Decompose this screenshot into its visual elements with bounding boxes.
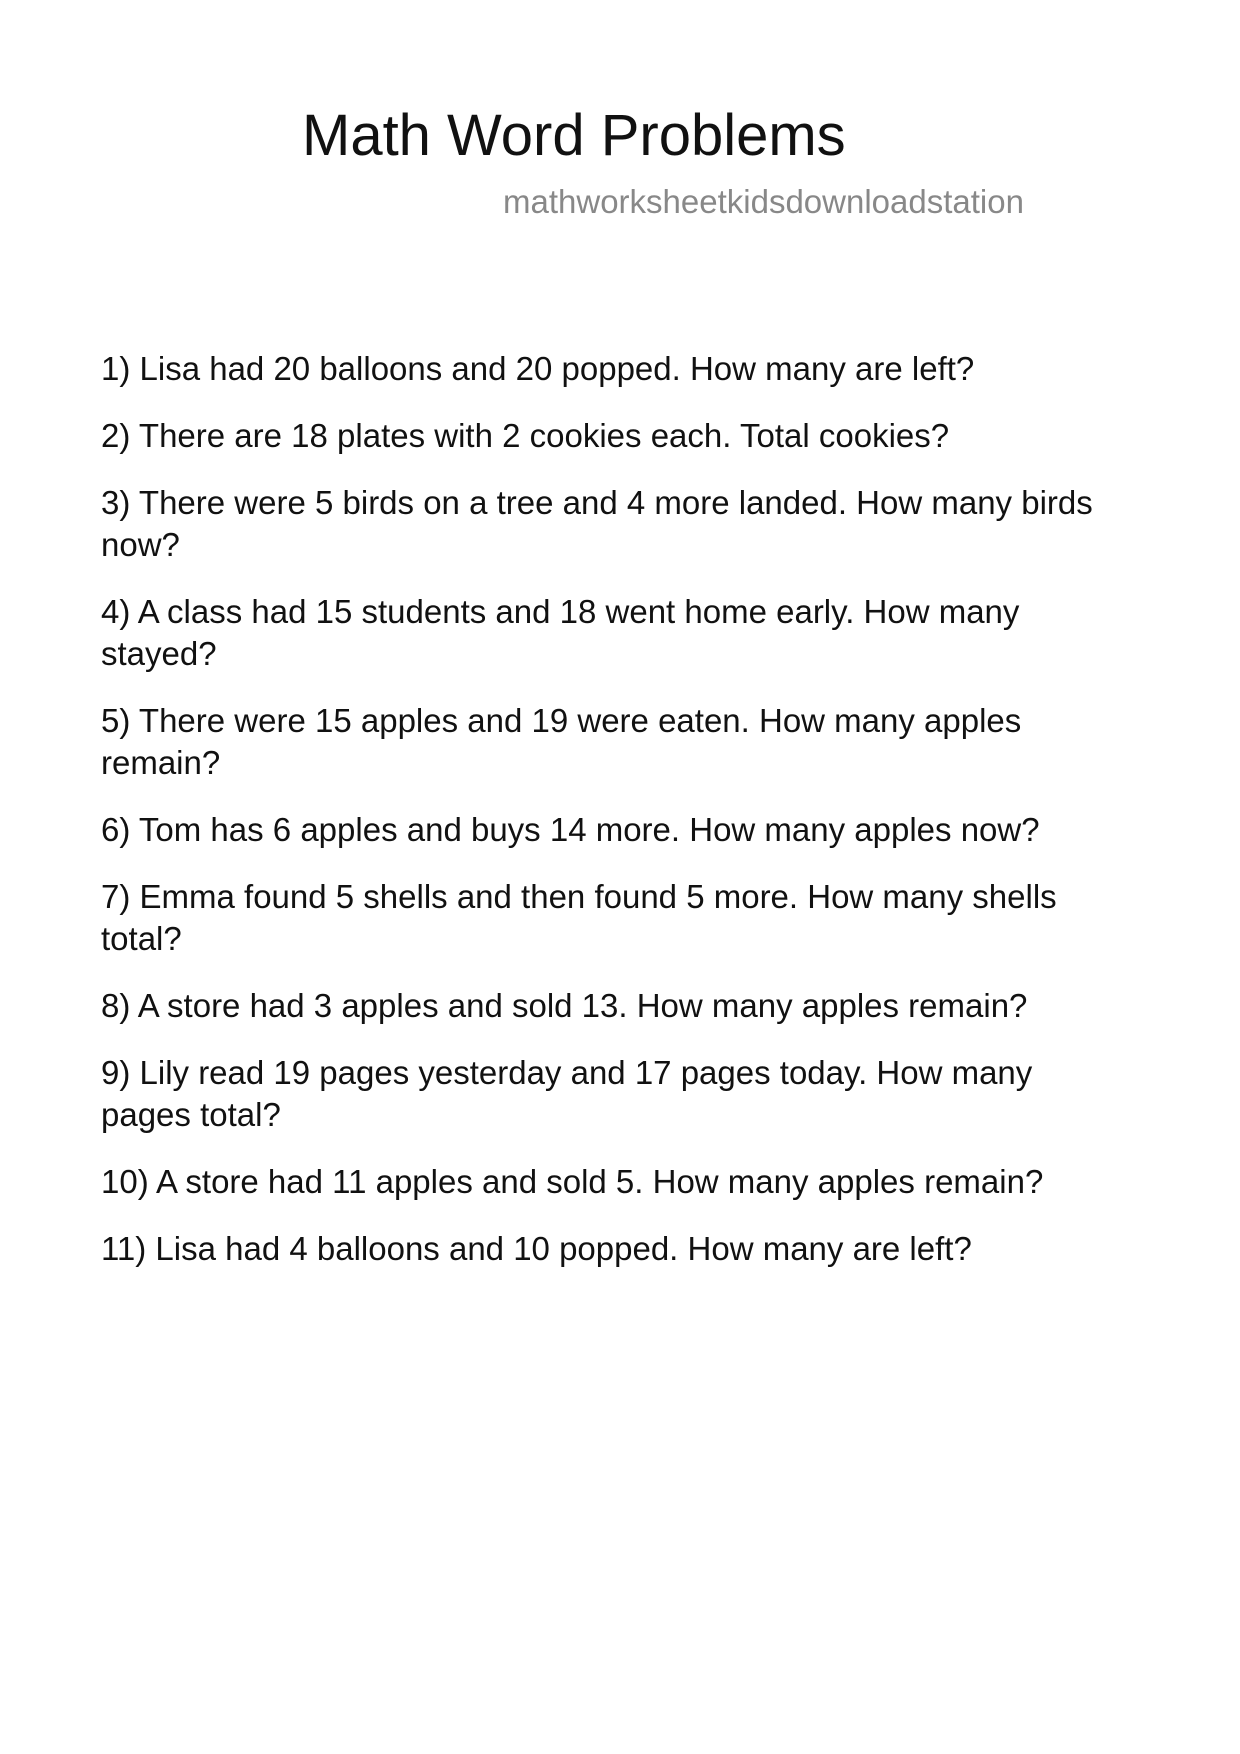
problem-item-9: 9) Lily read 19 pages yesterday and 17 pages today. How many pages total? [101, 1054, 1033, 1133]
problem-list [101, 348, 1131, 1295]
problem-item-4: 4) A class had 15 students and 18 went home early. How many stayed? [101, 593, 1020, 672]
problem-item-11: 11) Lisa had 4 balloons and 10 popped. How many are left? [101, 1230, 972, 1267]
page-title: Math Word Problems [302, 103, 846, 168]
problem-item-10: 10) A store had 11 apples and sold 5. How many apples remain? [101, 1163, 1044, 1200]
problem-item-3: 3) There were 5 birds on a tree and 4 more landed. How many birds now? [101, 484, 1093, 563]
problem-item-7: 7) Emma found 5 shells and then found 5 more. How many shells total? [101, 878, 1057, 957]
problem-item-1: 1) Lisa had 20 balloons and 20 popped. How many are left? [101, 350, 975, 387]
problem-item-5: 5) There were 15 apples and 19 were eaten. How many apples remain? [101, 702, 1022, 781]
problem-item-8: 8) A store had 3 apples and sold 13. How many apples remain? [101, 987, 1028, 1024]
problem-item-2: 2) There are 18 plates with 2 cookies each. Total cookies? [101, 417, 950, 454]
problem-item-6: 6) Tom has 6 apples and buys 14 more. How many apples now? [101, 811, 1040, 848]
page-subtitle: mathworksheetkidsdownloadstation [503, 183, 1024, 220]
